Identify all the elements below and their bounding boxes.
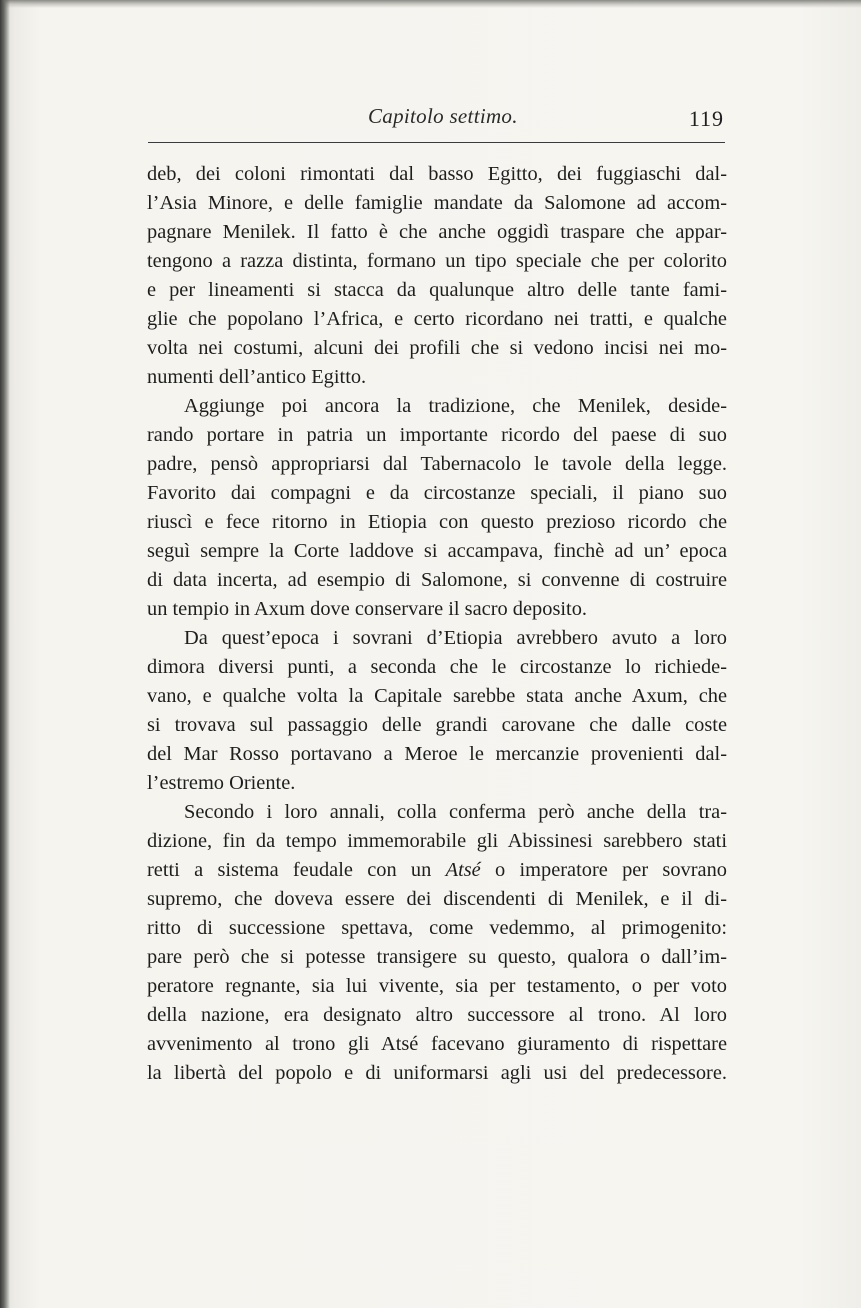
paragraph-1 bbox=[147, 160, 727, 392]
text-line: dizione, fin da tempo immemorabile gli Abissinesi sarebbero stati bbox=[147, 830, 727, 852]
text-line: ritto di successione spettava, come vedemmo, al primogenito: bbox=[147, 917, 727, 939]
text-line: vano, e qualche volta la Capitale sarebbe stata anche Axum, che bbox=[147, 685, 727, 707]
text-line: padre, pensò appropriarsi dal Tabernacolo le tavole della legge. bbox=[147, 453, 727, 475]
paragraph-2 bbox=[147, 392, 727, 624]
text-line: Favorito dai compagni e da circostanze speciali, il piano suo bbox=[147, 482, 727, 504]
text-line: supremo, che doveva essere dei discendenti di Menilek, e il di- bbox=[147, 888, 727, 910]
paragraph-4 bbox=[147, 798, 727, 1088]
page-binding-edge bbox=[0, 0, 10, 1308]
italic-term-atse: Atsé bbox=[445, 859, 481, 881]
text-line: la libertà del popolo e di uniformarsi agli usi del predecessore. bbox=[147, 1062, 727, 1084]
text-line: di data incerta, ad esempio di Salomone, si convenne di costruire bbox=[147, 569, 727, 591]
text-segment: o imperatore per sovrano bbox=[495, 859, 727, 881]
text-line: l’estremo Oriente. bbox=[147, 772, 296, 794]
text-line: l’Asia Minore, e delle famiglie mandate da Salomone ad accom- bbox=[147, 192, 727, 214]
page-top-edge bbox=[0, 0, 861, 8]
text-line: Aggiunge poi ancora la tradizione, che Menilek, deside- bbox=[184, 395, 727, 417]
text-line: numenti dell’antico Egitto. bbox=[147, 366, 367, 388]
text-line: seguì sempre la Corte laddove si accampava, finchè ad un’ epoca bbox=[147, 540, 727, 562]
text-line: tengono a razza distinta, formano un tipo speciale che per colorito bbox=[147, 250, 727, 272]
page-header bbox=[148, 104, 726, 134]
body-text bbox=[147, 160, 727, 1088]
text-line: della nazione, era designato altro successore al trono. Al loro bbox=[147, 1004, 727, 1026]
running-head: Capitolo settimo. bbox=[368, 104, 518, 128]
text-line: un tempio in Axum dove conservare il sacro deposito. bbox=[147, 598, 588, 620]
text-segment: retti a sistema feudale con un bbox=[147, 859, 432, 881]
text-line: pare però che si potesse transigere su questo, qualora o dall’im- bbox=[147, 946, 727, 968]
text-line: si trovava sul passaggio delle grandi carovane che dalle coste bbox=[147, 714, 727, 736]
text-line: peratore regnante, sia lui vivente, sia per testamento, o per voto bbox=[147, 975, 727, 997]
text-line: volta nei costumi, alcuni dei profili che si vedono incisi nei mo- bbox=[147, 337, 727, 359]
text-line: rando portare in patria un importante ricordo del paese di suo bbox=[147, 424, 727, 446]
paragraph-3 bbox=[147, 624, 727, 798]
text-line: riuscì e fece ritorno in Etiopia con questo prezioso ricordo che bbox=[147, 511, 727, 533]
page-number: 119 bbox=[688, 106, 724, 131]
text-line: e per lineamenti si stacca da qualunque altro delle tante fami- bbox=[147, 279, 727, 301]
text-line-with-italic bbox=[147, 856, 727, 885]
text-line: pagnare Menilek. Il fatto è che anche oggidì traspare che appar- bbox=[147, 221, 727, 243]
header-rule bbox=[148, 142, 725, 143]
text-line: deb, dei coloni rimontati dal basso Egitto, dei fuggiaschi dal- bbox=[147, 163, 727, 185]
text-line: del Mar Rosso portavano a Meroe le mercanzie provenienti dal- bbox=[147, 743, 727, 765]
text-line: dimora diversi punti, a seconda che le circostanze lo richiede- bbox=[147, 656, 727, 678]
text-line: avvenimento al trono gli Atsé facevano giuramento di rispettare bbox=[147, 1033, 727, 1055]
text-line: glie che popolano l’Africa, e certo ricordano nei tratti, e qualche bbox=[147, 308, 727, 330]
text-line: Da quest’epoca i sovrani d’Etiopia avrebbero avuto a loro bbox=[184, 627, 727, 649]
text-line: Secondo i loro annali, colla conferma però anche della tra- bbox=[184, 801, 727, 823]
